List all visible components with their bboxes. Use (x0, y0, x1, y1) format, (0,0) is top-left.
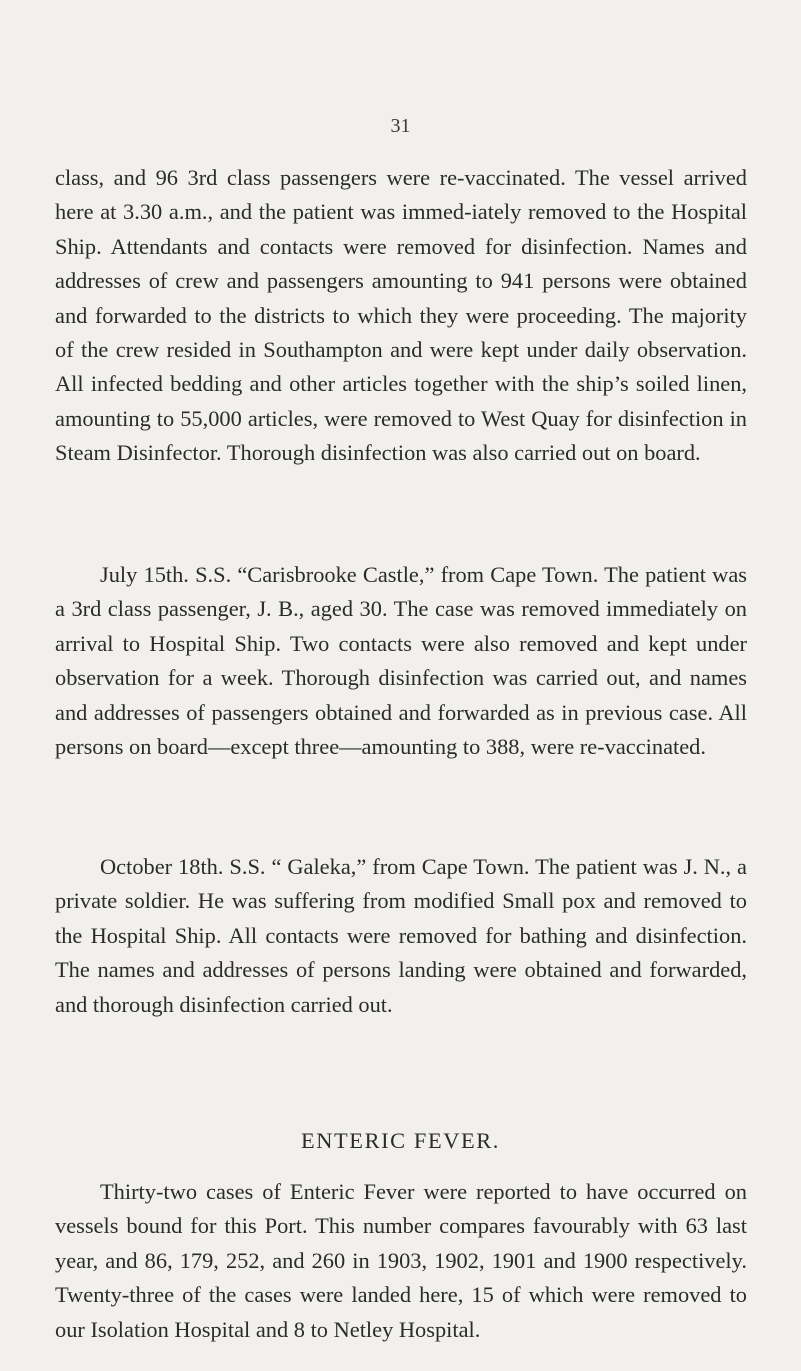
page-number: 31 (390, 115, 411, 137)
paragraph-text: October 18th. S.S. “ Galeka,” from Cape Town. The patient was J. N., a private soldier. He was suffering from modified Small pox and removed to the Hospital Ship. All contacts were removed for bathing and disinfection. The names and addresses of persons landing were obtained and forwarded, and thorough disinfection carried out. (55, 854, 747, 1017)
paragraph-text: class, and 96 3rd class passengers were re-vaccinated. The vessel arrived here at 3.30 a.m., and the patient was immed-iately removed to the Hospital Ship. Attendants and contacts were removed for disinfection. Names and addresses of crew and passengers amounting to 941 persons were obtained and forwarded to the districts to which they were proceeding. The majority of the crew resided in Southampton and were kept under daily observation. All infected bedding and other articles together with the ship’s soiled linen, amounting to 55,000 articles, were removed to West Quay for disinfection in Steam Disinfector. Thorough disinfection was also carried out on board. (55, 165, 747, 466)
paragraph-text: July 15th. S.S. “Carisbrooke Castle,” from Cape Town. The patient was a 3rd class passenger, J. B., aged 30. The case was removed immediately on arrival to Hospital Ship. Two contacts were also removed and kept under observation for a week. Thorough disinfection was carried out, and names and addresses of passengers obtained and forwarded as in previous case. All persons on board—except three—amounting to 388, were re-vaccinated. (55, 562, 747, 760)
paragraph-enteric-fever (55, 1175, 747, 1347)
section-heading-enteric-fever: ENTERIC FEVER. (300, 1128, 501, 1153)
paragraph-galeka (55, 850, 747, 1022)
paragraph-text: Thirty-two cases of Enteric Fever were reported to have occurred on vessels bound for this Port. This number compares favourably with 63 last year, and 86, 179, 252, and 260 in 1903, 1902, 1901 and 1900 respectively. Twenty-three of the cases were landed here, 15 of which were removed to our Isolation Hospital and 8 to Netley Hospital. (55, 1179, 747, 1342)
paragraph-continuation (55, 161, 747, 471)
paragraph-carisbrooke-castle (55, 558, 747, 764)
